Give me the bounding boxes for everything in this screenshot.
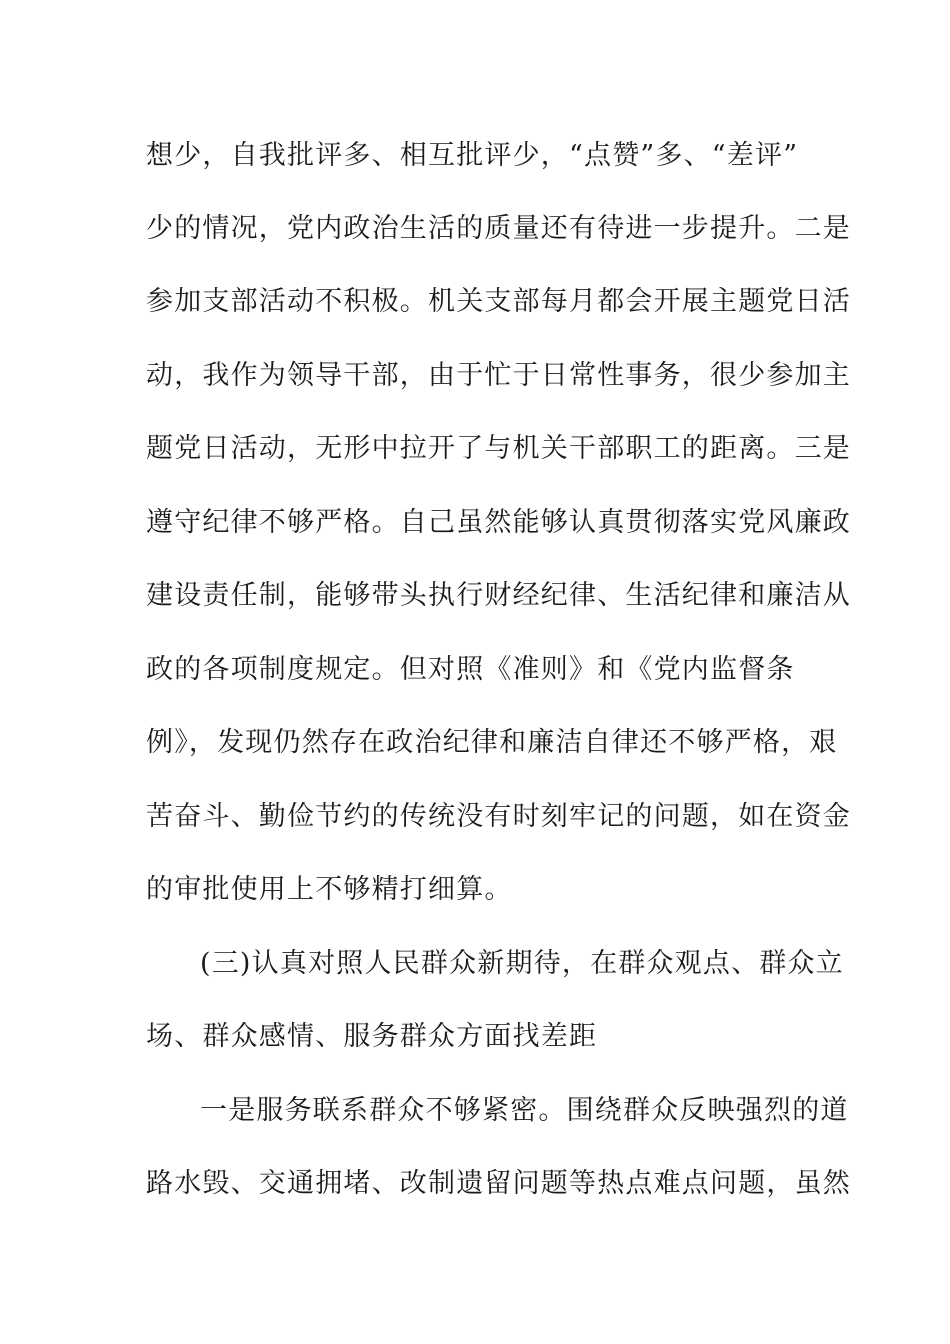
text-line-7: 建设责任制，能够带头执行财经纪律、生活纪律和廉洁从 bbox=[146, 580, 851, 611]
text-line-3: 参加支部活动不积极。机关支部每月都会开展主题党日活 bbox=[146, 286, 851, 317]
text-line-4: 动，我作为领导干部，由于忙于日常性事务，很少参加主 bbox=[146, 360, 851, 391]
text-line-9: 例》，发现仍然存在政治纪律和廉洁自律还不够严格，艰 bbox=[146, 727, 838, 758]
text-line-6: 遵守纪律不够严格。自己虽然能够认真贯彻落实党风廉政 bbox=[146, 507, 851, 538]
text-line-8: 政的各项制度规定。但对照《准则》和《党内监督条 bbox=[146, 654, 795, 685]
text-line-14: 一是服务联系群众不够紧密。围绕群众反映强烈的道 bbox=[200, 1095, 849, 1126]
text-line-1: 想少，自我批评多、相互批评少，“点赞”多、“差评” bbox=[146, 140, 799, 171]
text-line-10: 苦奋斗、勤俭节约的传统没有时刻牢记的问题，如在资金 bbox=[146, 801, 851, 832]
text-line-2: 少的情况，党内政治生活的质量还有待进一步提升。二是 bbox=[146, 213, 851, 244]
text-line-5: 题党日活动，无形中拉开了与机关干部职工的距离。三是 bbox=[146, 433, 851, 464]
section-heading-line-1: (三)认真对照人民群众新期待，在群众观点、群众立 bbox=[200, 948, 844, 979]
text-line-15: 路水毁、交通拥堵、改制遗留问题等热点难点问题，虽然 bbox=[146, 1168, 851, 1199]
section-heading-line-2: 场、群众感情、服务群众方面找差距 bbox=[146, 1021, 598, 1052]
text-line-11: 的审批使用上不够精打细算。 bbox=[146, 874, 513, 905]
